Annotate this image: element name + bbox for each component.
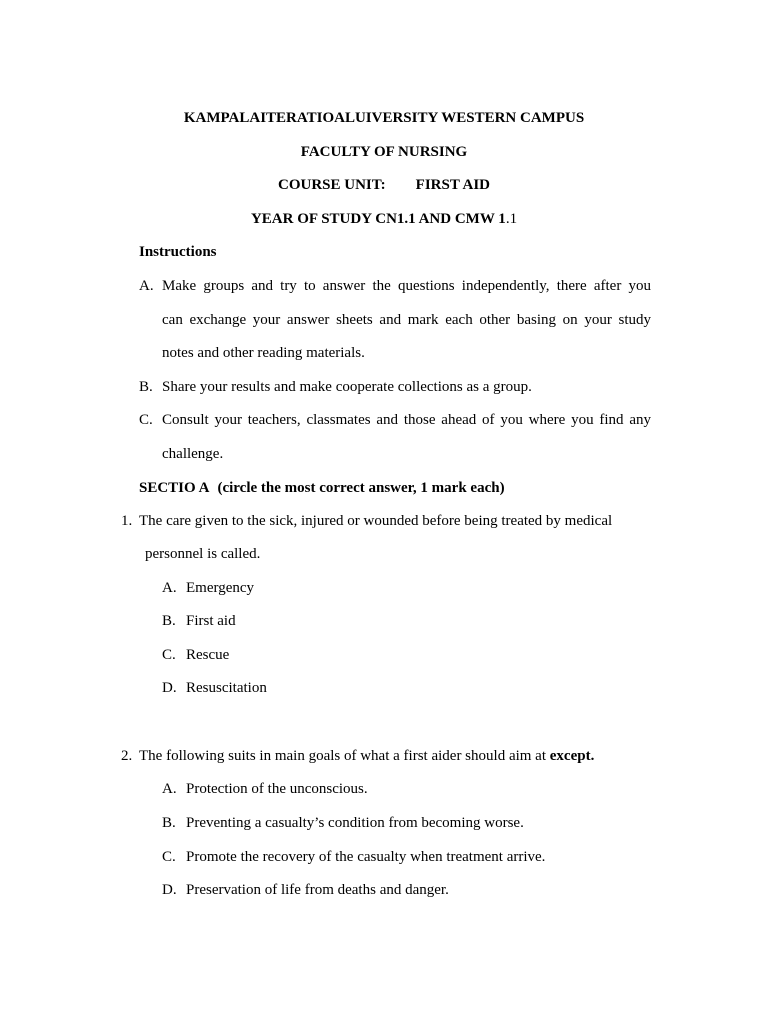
q2-option-c-marker: C. xyxy=(162,849,176,865)
q2-option-a-marker: A. xyxy=(162,781,177,797)
faculty-title: FACULTY OF NURSING xyxy=(300,144,468,160)
instruction-a-line-2: can exchange your answer sheets and mark each other basing on your study xyxy=(162,312,651,328)
q1-option-d-marker: D. xyxy=(162,680,177,696)
q1-option-b-marker: B. xyxy=(162,613,176,629)
question-2-text-line-1 xyxy=(139,747,594,765)
section-a-subtitle: (circle the most correct answer, 1 mark each) xyxy=(217,480,505,496)
q2-option-d-marker: D. xyxy=(162,882,177,898)
course-unit-label: COURSE UNIT: xyxy=(278,177,386,193)
instruction-b-line-1: Share your results and make cooperate collections as a group. xyxy=(162,379,532,395)
course-unit-value: FIRST AID xyxy=(415,177,490,193)
q1-option-d-text: Resuscitation xyxy=(186,680,267,696)
q2-option-c-text: Promote the recovery of the casualty when treatment arrive. xyxy=(186,849,546,865)
question-2-number: 2. xyxy=(121,748,133,764)
instruction-a-line-3: notes and other reading materials. xyxy=(162,345,365,361)
year-of-study-suffix: .1 xyxy=(505,211,518,227)
instruction-a-line-1: Make groups and try to answer the questions independently, there after you xyxy=(162,278,651,294)
instruction-b-marker: B. xyxy=(139,379,153,395)
q2-option-b-marker: B. xyxy=(162,815,176,831)
q1-option-a-text: Emergency xyxy=(186,580,255,596)
question-2-text: The following suits in main goals of what a first aider should aim at xyxy=(139,748,547,764)
q1-option-b-text: First aid xyxy=(186,613,236,629)
q1-option-c-text: Rescue xyxy=(186,647,230,663)
instruction-c-line-1: Consult your teachers, classmates and those ahead of you where you find any xyxy=(162,412,651,428)
section-a-title: SECTIO A xyxy=(139,480,210,496)
question-1-number: 1. xyxy=(121,513,133,529)
year-of-study-bold: YEAR OF STUDY CN1.1 AND CMW 1 xyxy=(250,211,506,227)
instruction-c-marker: C. xyxy=(139,412,153,428)
q2-option-b-text: Preventing a casualty’s condition from becoming worse. xyxy=(186,815,524,831)
q1-option-c-marker: C. xyxy=(162,647,176,663)
instruction-c-line-2: challenge. xyxy=(162,446,224,462)
course-unit-line xyxy=(0,176,768,194)
q2-option-d-text: Preservation of life from deaths and danger. xyxy=(186,882,449,898)
question-1-text-line-2: personnel is called. xyxy=(145,546,261,562)
university-title: KAMPALAITERATIOALUIVERSITY WESTERN CAMPUS xyxy=(183,110,585,126)
q2-option-a-text: Protection of the unconscious. xyxy=(186,781,368,797)
instruction-a-marker: A. xyxy=(139,278,154,294)
q1-option-a-marker: A. xyxy=(162,580,177,596)
question-1-text-line-1: The care given to the sick, injured or wounded before being treated by medical xyxy=(139,513,613,529)
year-of-study-line xyxy=(0,210,768,228)
question-2-emphasis: except. xyxy=(549,748,595,764)
section-a-heading xyxy=(139,479,505,497)
instructions-heading: Instructions xyxy=(139,244,217,260)
